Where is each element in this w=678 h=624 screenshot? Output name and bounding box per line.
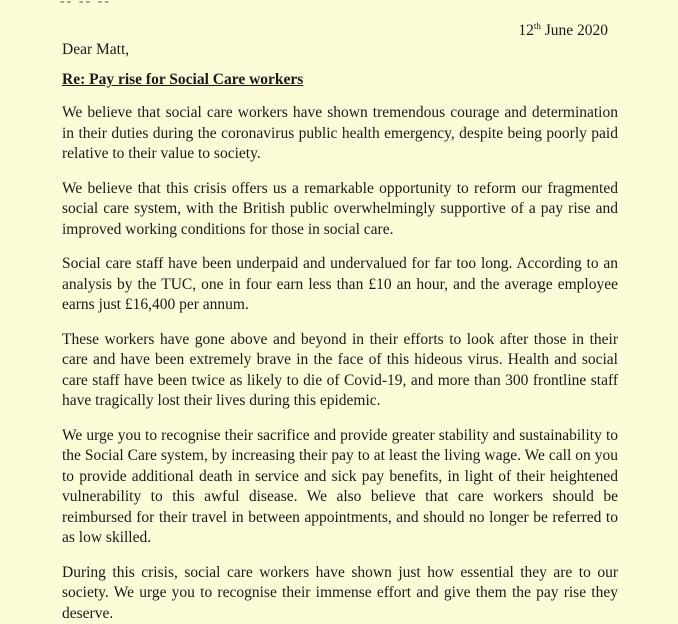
paragraph-underpaid: Social care staff have been underpaid and undervalued for far too long. According to an analysis by the TUC, one in four earn less than £10 an hour, and the average employee earns just £16,400 per annum.	[62, 254, 618, 316]
salutation: Dear Matt,	[62, 41, 129, 59]
letter-date	[518, 21, 608, 40]
date-month-year: June 2020	[541, 22, 608, 39]
cropped-top-text: -- -- --	[60, 0, 170, 3]
subject-line: Re: Pay rise for Social Care workers	[62, 71, 303, 89]
paragraph-bravery: These workers have gone above and beyond in their efforts to look after those in their care and have been extremely brave in the face of this hideous virus. Health and social care staff have been twice as likely to die of Covid-19, and more than 300 frontline staff have tragically lost their lives during this epidemic.	[62, 330, 618, 412]
paragraph-closing: During this crisis, social care workers have shown just how essential they are to our society. We urge you to recognise their immense effort and give them the pay rise they deserve.	[62, 563, 618, 624]
paragraph-urge-living-wage: We urge you to recognise their sacrifice and provide greater stability and sustainability to the Social Care system, by increasing their pay to at least the living wage. We call on you to provide additional death in service and sick pay benefits, in light of their heightened vulnerability to this awful disease. We also believe that care workers should be reimbursed for their travel in between appointments, and should no longer be referred to as low skilled.	[62, 426, 618, 549]
paragraph-courage: We believe that social care workers have shown tremendous courage and determination in their duties during the coronavirus public health emergency, despite being poorly paid relative to their value to society.	[62, 103, 618, 165]
date-day: 12	[518, 22, 534, 39]
paragraph-reform-opportunity: We believe that this crisis offers us a remarkable opportunity to reform our fragmented social care system, with the British public overwhelmingly supportive of a pay rise and improved working conditions for those in social care.	[62, 179, 618, 241]
date-suffix: th	[534, 21, 541, 31]
letter-body	[62, 103, 618, 624]
